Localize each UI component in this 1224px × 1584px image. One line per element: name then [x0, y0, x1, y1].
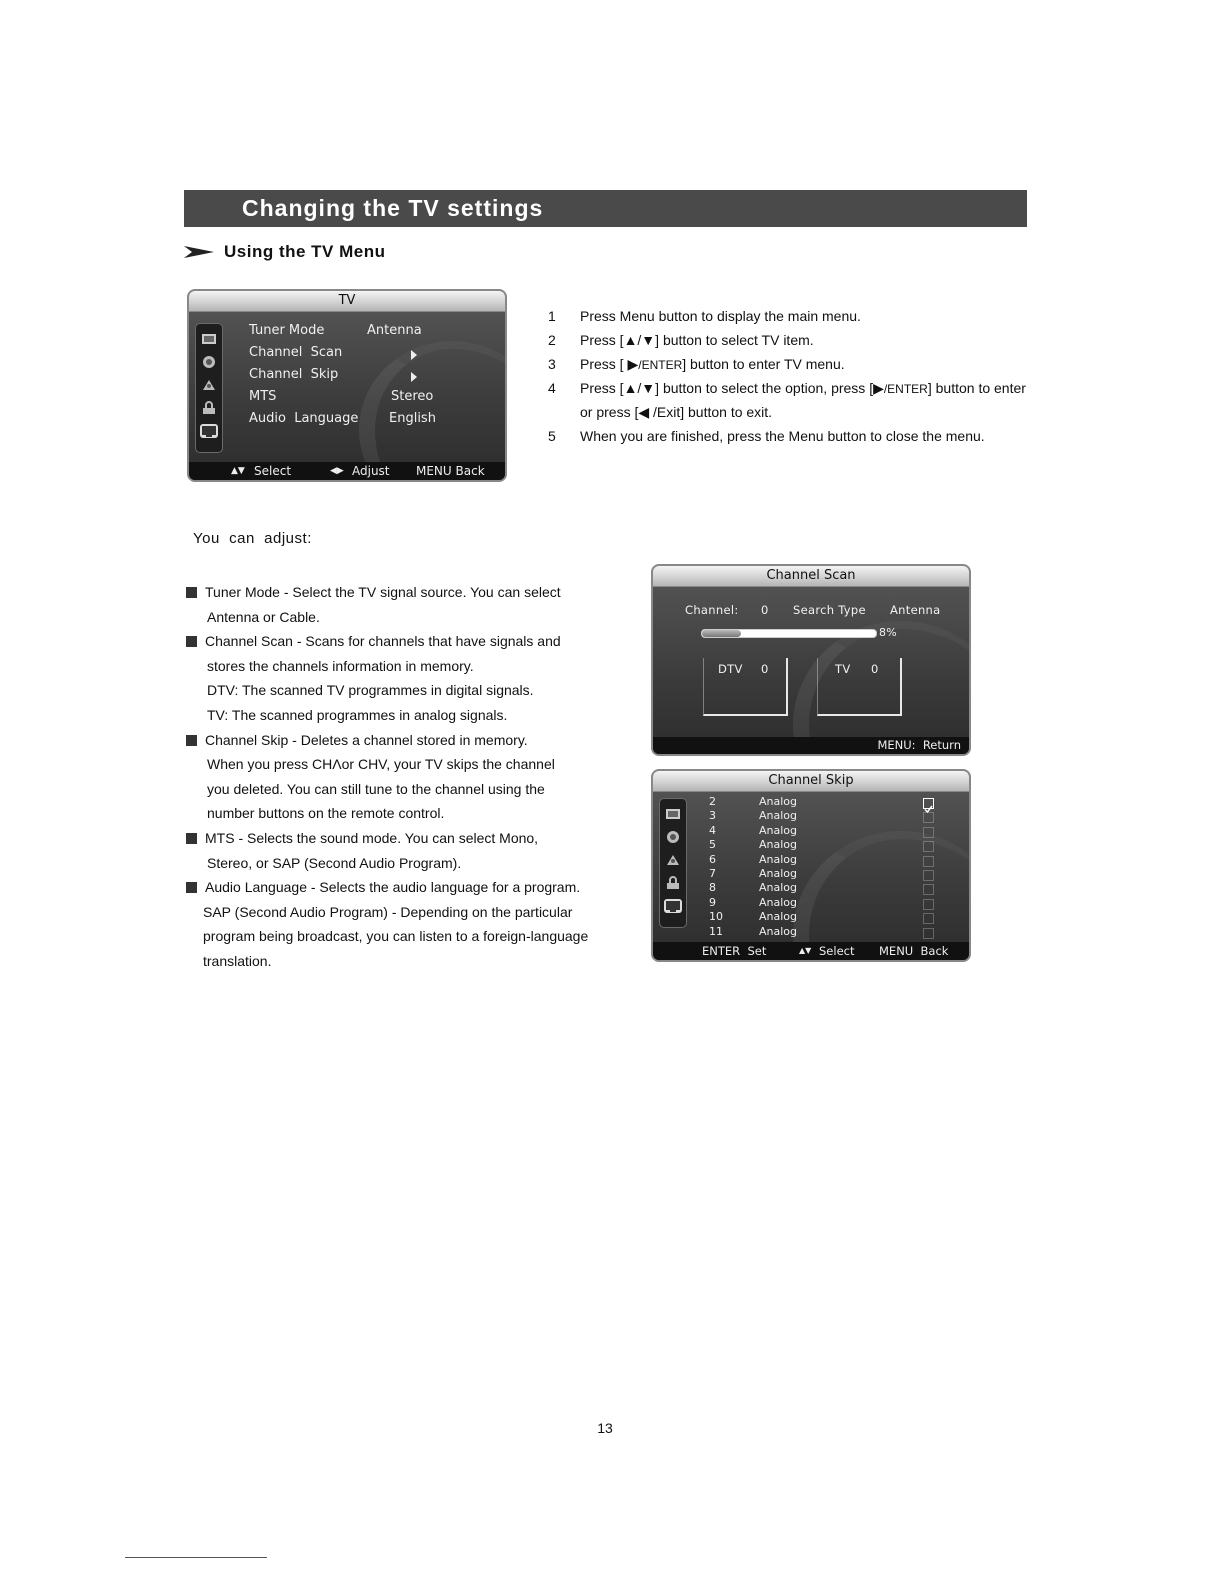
- square-bullet-icon: [186, 882, 197, 893]
- channel-skip-arrow-icon: [411, 372, 417, 382]
- checkbox-icon[interactable]: [923, 928, 934, 939]
- channel-scan-arrow-icon: [411, 350, 417, 360]
- menu-item-mts[interactable]: MTS: [249, 389, 277, 404]
- checkbox-icon[interactable]: [923, 870, 934, 881]
- page-number: 13: [597, 1420, 613, 1436]
- tuner-mode-value: Antenna: [367, 323, 422, 338]
- channel-number: 3: [709, 809, 716, 823]
- channel-skip-footer: [653, 942, 969, 960]
- channel-type[interactable]: Analog: [759, 795, 798, 808]
- channel-scan-title: Channel Scan: [653, 566, 969, 587]
- channel-number: 9: [709, 895, 716, 909]
- page-title: Changing the TV settings: [242, 195, 544, 221]
- desc-line: When you press CHΛor CHV, your TV skips the channel: [207, 756, 555, 773]
- picture-icon[interactable]: [664, 807, 682, 821]
- checkbox-icon[interactable]: [923, 884, 934, 895]
- adjust-description: [186, 580, 626, 974]
- leftright-arrows-icon: ◀▶: [330, 466, 344, 476]
- footer-rule: [125, 1557, 267, 1558]
- channel-skip-sidebar: [659, 798, 687, 928]
- instruction-steps: [548, 305, 1038, 449]
- channel-label: Channel:: [685, 603, 739, 617]
- step-item: 1 Press Menu button to display the main menu.: [548, 308, 861, 324]
- tv-icon[interactable]: [200, 424, 218, 438]
- channel-number: 6: [709, 852, 716, 866]
- desc-line: Tuner Mode - Select the TV signal source. You can select: [186, 580, 626, 605]
- checkbox-icon[interactable]: [923, 841, 934, 852]
- desc-line: TV: The scanned programmes in analog signals.: [207, 706, 508, 723]
- desc-line: Audio Language - Selects the audio language for a program.: [186, 875, 626, 900]
- section-heading: [184, 242, 386, 262]
- channel-type[interactable]: Analog: [759, 881, 798, 895]
- channel-scan-screen: [651, 564, 971, 756]
- menu-item-channel-scan[interactable]: Channel Scan: [249, 345, 343, 360]
- footer-return: MENU: Return: [877, 738, 961, 752]
- tv-menu-footer: [189, 462, 505, 480]
- adjust-heading: You can adjust:: [193, 530, 312, 547]
- updown-arrows-icon: ▲▼: [799, 946, 812, 955]
- step-item: or press [◀ /Exit] button to exit.: [580, 404, 773, 420]
- mts-value: Stereo: [391, 389, 434, 404]
- channel-type[interactable]: Analog: [759, 867, 798, 880]
- desc-line: Antenna or Cable.: [207, 608, 320, 625]
- channel-type[interactable]: Analog: [759, 895, 798, 909]
- channel-scan-footer: [653, 737, 969, 754]
- lock-icon[interactable]: [200, 401, 218, 415]
- dtv-label: DTV: [718, 662, 743, 676]
- scan-progress-fill: [702, 630, 741, 637]
- desc-line: DTV: The scanned TV programmes in digital signals.: [207, 682, 534, 699]
- updown-arrows-icon: ▲▼: [231, 466, 245, 476]
- channel-number: 10: [709, 910, 723, 924]
- menu-item-tuner-mode[interactable]: Tuner Mode: [249, 323, 325, 338]
- channel-type[interactable]: Analog: [759, 852, 798, 866]
- desc-line: you deleted. You can still tune to the channel using the: [207, 780, 545, 797]
- tv-icon[interactable]: [664, 899, 682, 913]
- arrow-bullet-icon: [184, 245, 214, 259]
- channel-number: 11: [709, 924, 723, 938]
- dtv-count-box: [703, 658, 788, 716]
- footer-select: Select: [819, 944, 855, 958]
- channel-number: 2: [709, 795, 716, 808]
- tv-menu-screen: [187, 289, 507, 482]
- menu-item-channel-skip[interactable]: Channel Skip: [249, 367, 339, 382]
- channel-type[interactable]: Analog: [759, 838, 798, 852]
- setup-icon[interactable]: [664, 853, 682, 867]
- step-item: 2 Press [▲/▼] button to select TV item.: [548, 332, 814, 348]
- channel-type[interactable]: Analog: [759, 809, 798, 823]
- channel-skip-screen: [651, 769, 971, 962]
- search-type-value: Antenna: [890, 603, 941, 617]
- checkbox-icon[interactable]: [923, 856, 934, 867]
- setup-icon[interactable]: [200, 378, 218, 392]
- footer-set: ENTER Set: [702, 944, 767, 958]
- footer-adjust: Adjust: [352, 464, 390, 478]
- square-bullet-icon: [186, 636, 197, 647]
- tv-count-box: [817, 658, 902, 716]
- channel-number: 4: [709, 823, 716, 837]
- channel-number: 8: [709, 881, 716, 895]
- channel-skip-title: Channel Skip: [653, 771, 969, 792]
- tv-count: 0: [871, 662, 879, 676]
- square-bullet-icon: [186, 833, 197, 844]
- channel-number: 7: [709, 867, 716, 880]
- dtv-count: 0: [761, 662, 769, 676]
- channel-type[interactable]: Analog: [759, 823, 798, 837]
- checkbox-icon[interactable]: [923, 827, 934, 838]
- channel-number: 5: [709, 838, 716, 852]
- section-title: Using the TV Menu: [224, 242, 386, 261]
- audio-language-value: English: [389, 411, 436, 426]
- footer-select: Select: [254, 464, 292, 478]
- desc-line: program being broadcast, you can listen to a foreign-language: [203, 928, 589, 945]
- desc-line: SAP (Second Audio Program) - Depending on the particular: [203, 903, 573, 920]
- channel-type[interactable]: Analog: [759, 924, 798, 938]
- desc-line: stores the channels information in memory.: [207, 657, 474, 674]
- checkbox-icon[interactable]: [923, 913, 934, 924]
- checkbox-icon[interactable]: [923, 812, 934, 823]
- scan-progress-label: 8%: [879, 626, 898, 639]
- desc-line: MTS - Selects the sound mode. You can select Mono,: [186, 826, 626, 851]
- checked-checkbox-icon[interactable]: [923, 798, 934, 809]
- picture-icon[interactable]: [200, 332, 218, 346]
- desc-line: Channel Skip - Deletes a channel stored in memory.: [186, 728, 626, 753]
- desc-line: Channel Scan - Scans for channels that have signals and: [186, 629, 626, 654]
- step-item: 4 Press [▲/▼] button to select the option, press [▶/ENTER] button to enter: [548, 380, 1026, 396]
- footer-back: MENU Back: [879, 944, 949, 958]
- square-bullet-icon: [186, 587, 197, 598]
- tv-label: TV: [835, 662, 851, 676]
- square-bullet-icon: [186, 735, 197, 746]
- desc-line: translation.: [203, 952, 272, 969]
- footer-back: MENU Back: [416, 464, 485, 478]
- desc-line: number buttons on the remote control.: [207, 805, 445, 822]
- step-item: 5 When you are finished, press the Menu button to close the menu.: [548, 428, 985, 444]
- checkbox-icon[interactable]: [923, 899, 934, 910]
- channel-type[interactable]: Analog: [759, 910, 798, 924]
- page-title-banner: [184, 190, 1027, 227]
- desc-line: Stereo, or SAP (Second Audio Program).: [207, 854, 462, 871]
- tv-menu-title: TV: [189, 291, 505, 312]
- tv-menu-sidebar: [195, 323, 223, 453]
- channel-value: 0: [761, 603, 769, 617]
- sound-icon[interactable]: [200, 355, 218, 369]
- search-type-label: Search Type: [793, 603, 866, 617]
- lock-icon[interactable]: [664, 876, 682, 890]
- scan-progress-bar: [701, 629, 877, 638]
- step-item: 3 Press [ ▶/ENTER] button to enter TV menu.: [548, 356, 845, 372]
- sound-icon[interactable]: [664, 830, 682, 844]
- menu-item-audio-language[interactable]: Audio Language: [249, 411, 359, 426]
